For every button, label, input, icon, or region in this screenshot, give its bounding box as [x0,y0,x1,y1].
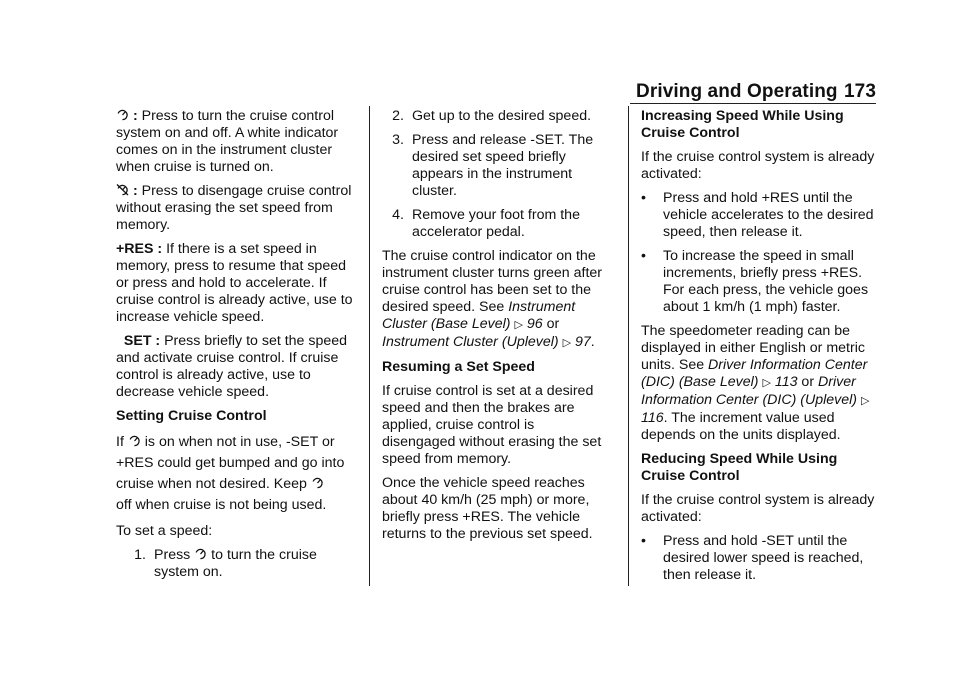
step-3: 3. Press and release -SET. The desired set speed briefly appears in the instrument cluster. [392,132,594,199]
paragraph-setting-note: If is on when not in use, -SET or +RES could get bumped and go into cruise when not desired. Keep off when cruise is not being used. [116,434,345,513]
paragraph-to-set: To set a speed: [116,523,213,539]
cruise-control-icon [116,108,129,121]
bullet-item: • To increase the speed in small increments, briefly press +RES. For each press, the vehicle goes about 1 km/h (1 mph) faster. [641,248,869,315]
paragraph-speedometer: The speedometer reading can be displayed in either English or metric units. See Driver Information Center (DIC) (Base Level) ▷ 113 or Driver Information Center (DIC) (Uplevel) ▷ 116. The increment value used depends on the units displayed. [641,323,870,443]
page-reference-arrow-icon: ▷ [562,337,572,349]
column-1 [116,108,358,588]
page-reference-arrow-icon: ▷ [860,395,870,407]
page-reference-arrow-icon: ▷ [762,377,771,389]
column-3 [641,108,879,591]
cruise-cancel-icon [116,183,129,196]
cruise-control-icon [311,476,324,489]
column-2 [382,108,610,550]
heading-reducing: Reducing Speed While Using Cruise Control [641,451,838,484]
heading-increasing: Increasing Speed While Using Cruise Control [641,108,844,141]
paragraph-cancel-button: : Press to disengage cruise control without erasing the set speed from memory. [116,183,352,233]
paragraph-resuming-2: Once the vehicle speed reaches about 40 km/h (25 mph) or more, briefly press +RES. The vehicle returns to the previous set speed. [382,475,593,542]
paragraph-increasing-intro: If the cruise control system is already activated: [641,149,875,182]
link-instrument-cluster-uplevel[interactable]: Instrument Cluster (Uplevel) [382,334,559,350]
cruise-control-icon [194,547,207,560]
paragraph-reducing-intro: If the cruise control system is already activated: [641,492,875,525]
link-dic-uplevel[interactable]: Driver Information Center (DIC) (Uplevel) [641,374,858,408]
paragraph-set-button: SET : Press briefly to set the speed and activate cruise control. If cruise control is already active, use to decrease vehicle speed. [116,333,348,400]
paragraph-indicator: The cruise control indicator on the instrument cluster turns green after cruise control has been set to the desired speed. See Instrument Cluster (Base Level) ▷ 96 or Instrument Cluster (Uplevel) ▷ 97. [382,248,603,350]
bullet-item: • Press and hold +RES until the vehicle accelerates to the desired speed, then release it. [641,190,874,240]
link-instrument-cluster-base[interactable]: Instrument Cluster (Base Level) [382,299,576,332]
bullet-item: • Press and hold -SET until the desired lower speed is reached, then release it. [641,533,864,583]
column-divider-1 [369,106,370,586]
page-number: 173 [843,81,876,102]
step-2: 2. Get up to the desired speed. [392,108,592,124]
column-divider-2 [628,106,629,586]
header-rule [630,103,876,104]
paragraph-cruise-button: : Press to turn the cruise control system on and off. A white indicator comes on in the instrument cluster when cruise is turned on. [116,108,339,175]
heading-resuming: Resuming a Set Speed [382,359,535,375]
section-title: Driving and Operating [636,81,838,102]
link-dic-base[interactable]: Driver Information Center (DIC) (Base Level) [641,357,868,390]
step-4: 4. Remove your foot from the accelerator pedal. [392,207,580,240]
cruise-control-icon [128,434,141,447]
page-reference-arrow-icon: ▷ [514,319,523,331]
paragraph-resuming-1: If cruise control is set at a desired speed and then the brakes are applied, cruise control is disengaged without erasing the set speed from memory. [382,383,602,467]
heading-setting-cruise: Setting Cruise Control [116,408,267,424]
step-1: 1. Press to turn the cruise system on. [134,547,317,580]
page-header [636,81,876,103]
paragraph-res-button: +RES : If there is a set speed in memory, press to resume that speed or press and hold to accelerate. If cruise control is already active, use to increase vehicle speed. [116,241,353,325]
